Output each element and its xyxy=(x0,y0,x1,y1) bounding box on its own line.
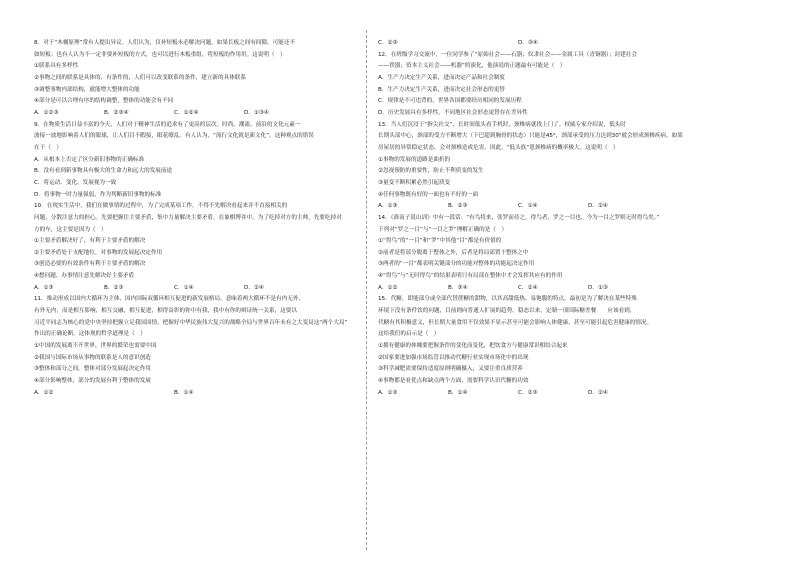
question-stem: 在于（ ） xyxy=(34,144,62,151)
question-14 xyxy=(378,213,728,295)
statement-item: ②事物之间的联系是具体的、有条件的，人们可以改变联系的条件，建立新的具体联系 xyxy=(34,74,246,81)
statement-item: ①中国的发展离不开世界，世界的繁荣也需要中国 xyxy=(34,343,157,350)
question-stem: 13．当人们沉浸于“指尖社交”，长时间低头看手机时，颈椎病就找上门了。权威专家介绍说，低头时 xyxy=(378,121,626,128)
option-d[interactable]: D．历史发展具有多样性，不同地区社会形态更替存在差异性 xyxy=(378,109,528,116)
question-stem: 12．在班级学习交流中，一位同学参了“原始社会——石器；奴隶社会——金属工具（青铜器）；封建社会 xyxy=(378,51,637,58)
option-b[interactable]: B．生产力决定生产关系，进而决定社会形态的更替 xyxy=(378,86,505,93)
option-a[interactable]: A．①③ xyxy=(378,203,398,210)
statement-item: ②忽视预防的重要性，防止不利质变的发生 xyxy=(378,168,484,175)
option-b[interactable]: B．③④ xyxy=(448,284,468,291)
option-c[interactable]: C．①②④ xyxy=(174,109,199,116)
option-b[interactable]: B．没有看到新事物具有极大的生命力和远大的发展前途 xyxy=(34,168,173,175)
statement-item: ③量变不断积累必然引起质变 xyxy=(378,179,451,186)
question-stem: 11．推动形成以国内大循环为主体、国内国际双循环相互促进的新发展格局，意味着两大循环不是有内无外、 xyxy=(34,296,305,303)
question-stem: 方的车，这主要是因为（ ） xyxy=(34,226,107,233)
option-a[interactable]: A．从根本上否定了区分新旧事物的正确标准 xyxy=(34,156,145,163)
statement-item: ③科学减肥需要保持适度原则明确摄入，又要注重良质营养 xyxy=(378,366,523,373)
statement-item: ④“得鸟”与“无时得鸟”的结果表明只有局部在整体中才会发挥其应有的作用 xyxy=(378,273,563,280)
question-stem: 波接一波地影响着人们的眼球，让人们目不暇接，眼花缭乱。有人认为，“流行文化就是新文化”。这种观点的错误 xyxy=(34,133,314,140)
option-d[interactable]: D．①③④ xyxy=(244,109,269,116)
answer-options xyxy=(378,201,728,213)
question-stem: ——铁器；资本主义社会——机器”的演化，他演说的正题最有可能是（ ） xyxy=(378,63,566,70)
right-column xyxy=(378,38,728,399)
statement-item: ④想问题、办事情注意先解决好主要矛盾 xyxy=(34,273,135,280)
statement-item: ③调整事物内部结构，就能增大整体的功能 xyxy=(34,86,140,93)
option-c[interactable]: C．①④ xyxy=(518,203,538,210)
statement-item: ①主要矛盾解决好了，有利于主要矛盾的解决 xyxy=(34,238,146,245)
question-11 xyxy=(34,294,384,399)
statement-item: ④任何事物既有好的一面也有不好的一面 xyxy=(378,191,479,198)
statement-item: ①“得鸟”的“一目”和“罗”中其他“目”都是有价值的 xyxy=(378,238,502,245)
question-15 xyxy=(378,294,728,399)
answer-options xyxy=(378,388,728,400)
option-d[interactable]: D．②④ xyxy=(588,389,608,396)
question-stem: 作出的正确论断。这体现的哲学道理是（ ） xyxy=(34,331,146,338)
question-stem: 如短板；也有人认为不一定非要补短板的方式，也可以进行木板重组，将短板的作用用。这说明（ ） xyxy=(34,51,286,58)
question-stem: 9．在物质生活日益丰富的今天，人们对于精神生活的追求有了更高的层次。时尚、潮流、前沿的文化元素一 xyxy=(34,121,301,128)
option-c[interactable]: C．规律是不可违背的，世界各国都要经历相同的发展历程 xyxy=(378,98,522,105)
statement-item: ②我国与国际市场从事物的联系是人的意识创造 xyxy=(34,354,151,361)
question-10 xyxy=(34,201,384,294)
answer-options xyxy=(378,38,728,50)
option-b[interactable]: B．①④ xyxy=(174,389,194,396)
option-d[interactable]: D．将事物一时力量强弱，作为判断新旧事物的标准 xyxy=(34,191,162,198)
question-stem: 环境下没有条件饮的问题，目前则向普通人扩展的趋势。稳态以来，定制一项国际糖差餐 应该看到， xyxy=(378,308,636,315)
answer-options xyxy=(34,108,384,120)
question-8 xyxy=(34,38,384,120)
statement-item: ②国家要进加强市场监管以推动代糖行业实现市场化中的出现 xyxy=(378,354,529,361)
option-c[interactable]: C．②③ xyxy=(518,389,538,396)
answer-options xyxy=(34,388,384,400)
statement-item: ②主要矛盾处于支配地位，对事物的发展起决定作用 xyxy=(34,249,163,256)
question-stem: 14．《淮南子说山训》中有一段话：“有鸟将来，张罗而待之，得鸟者，罗之一目也，今为一目之罗则无时得鸟矣。” xyxy=(378,214,660,221)
question-stem: 15．代糖，即能部分或全部代替蔗糖的甜物，以其高甜低热、易饱腹的特点，最初是为了解决在某些特殊 xyxy=(378,296,637,303)
option-c[interactable]: C．②③ xyxy=(378,40,398,46)
question-stem: 长期头部中心，颈部的受力不断增大（下巴超到胸骨的状态）只能是45°，颈部承受的压力达到30"就会形成颈椎疾病，如果 xyxy=(378,133,683,140)
option-a[interactable]: A．生产力决定生产关系，进而决定产品和社会制度 xyxy=(378,74,505,81)
question-stem: 这给我们的启示是（ ） xyxy=(378,331,440,338)
statement-item: ①事物的发展的道路是曲折的 xyxy=(378,156,451,163)
question-9 xyxy=(34,120,384,202)
option-a[interactable]: A．①②③ xyxy=(34,109,59,116)
question-stem: 习近平同志为核心的党中央坚持把握立足我国国情，把握好中华民族伟大复兴的战略全局与世界百年未有之大变局这“两个大局” xyxy=(34,319,348,326)
statement-item: ④事物都是看优点和缺点两个方面，需要科学认识代糖的功效 xyxy=(378,378,529,385)
statement-item: ③整体和部分之间，整体对部分发展起决定作用 xyxy=(34,366,151,373)
option-d[interactable]: D．③④ xyxy=(518,40,538,46)
option-d[interactable]: D．②④ xyxy=(244,284,264,291)
option-b[interactable]: B．②③④ xyxy=(104,109,129,116)
statement-item: ②前者是将部分脱离于整体之外，后者是将局部置于整体之中 xyxy=(378,249,529,256)
question-12 xyxy=(378,50,728,120)
option-b[interactable]: B．②③ xyxy=(104,284,124,291)
question-13 xyxy=(378,120,728,213)
statement-item: ④部分影响整体，部分的发展有利于整体的发展 xyxy=(34,378,151,385)
option-d[interactable]: D．①③ xyxy=(588,284,608,291)
option-a[interactable]: A．①② xyxy=(378,284,398,291)
statement-item: ④部分是可以合理有序的结构调整，整体的功能会有不同 xyxy=(34,98,174,105)
question-stem: 问题，分散注意力的担心。先要把握住主要矛盾，集中力量解决主要矛盾，在象棋博弈中，为了吃掉对方的主帅，先要吃掉对 xyxy=(34,214,342,221)
option-c[interactable]: C．②④ xyxy=(518,284,538,291)
statement-item: ①联系具有多样性 xyxy=(34,63,79,70)
option-b[interactable]: B．②③ xyxy=(448,203,468,210)
answer-options xyxy=(378,283,728,295)
question-stem: 有外无内，而是相互影响，相互交融，相互促进，相得益彰的你中有我，我中有你的辩证统一关系，这要以 xyxy=(34,308,297,315)
statement-item: ③两者的“一目”都表明关键部分的功能对整体的功能起决定作用 xyxy=(378,261,535,268)
option-b[interactable]: B．①④ xyxy=(448,389,468,396)
question-stem: 8．对于“木桶原理”常有人提出异议。人们认为，仅补短板未必解决问题，如果长板之间有间隙，可能还不 xyxy=(34,40,296,46)
option-c[interactable]: C．将运动、变化、发展视为一致 xyxy=(34,179,117,186)
statement-item: ③创造必要的有效条件有利于主要矛盾的解决 xyxy=(34,261,146,268)
left-column xyxy=(34,38,384,399)
statement-item: ①拥有健康的体魄要把握条件的变化而变化，把饮食方与健康常识相结合起来 xyxy=(378,343,568,350)
column-divider xyxy=(366,30,367,550)
option-a[interactable]: A．①② xyxy=(34,389,54,396)
question-stem: 房屋居的异常稳定状态，会对颈椎造成危害。因此，“低头族”患颈椎病的概率极大。这说明（ ） xyxy=(378,144,619,151)
answer-options xyxy=(34,283,384,295)
question-stem: 代糖有其积极意义，但长期大量食用不仅效果不显示甚至可能会影响人体健康，甚至可能引起危害健康的情况。 xyxy=(378,319,653,326)
option-d[interactable]: D．②④ xyxy=(588,203,608,210)
option-a[interactable]: A．①③ xyxy=(378,389,398,396)
question-stem: 下列对“罗之一目”与“一目之罗”理解正确的是（ ） xyxy=(378,226,508,233)
option-c[interactable]: C．①④ xyxy=(174,284,194,291)
option-a[interactable]: A．①③ xyxy=(34,284,54,291)
question-stem: 10．在现实生活中，我们在做事情的过程中，为了完成某项工作，不得不先解决看起来并不直接相关的 xyxy=(34,203,288,210)
